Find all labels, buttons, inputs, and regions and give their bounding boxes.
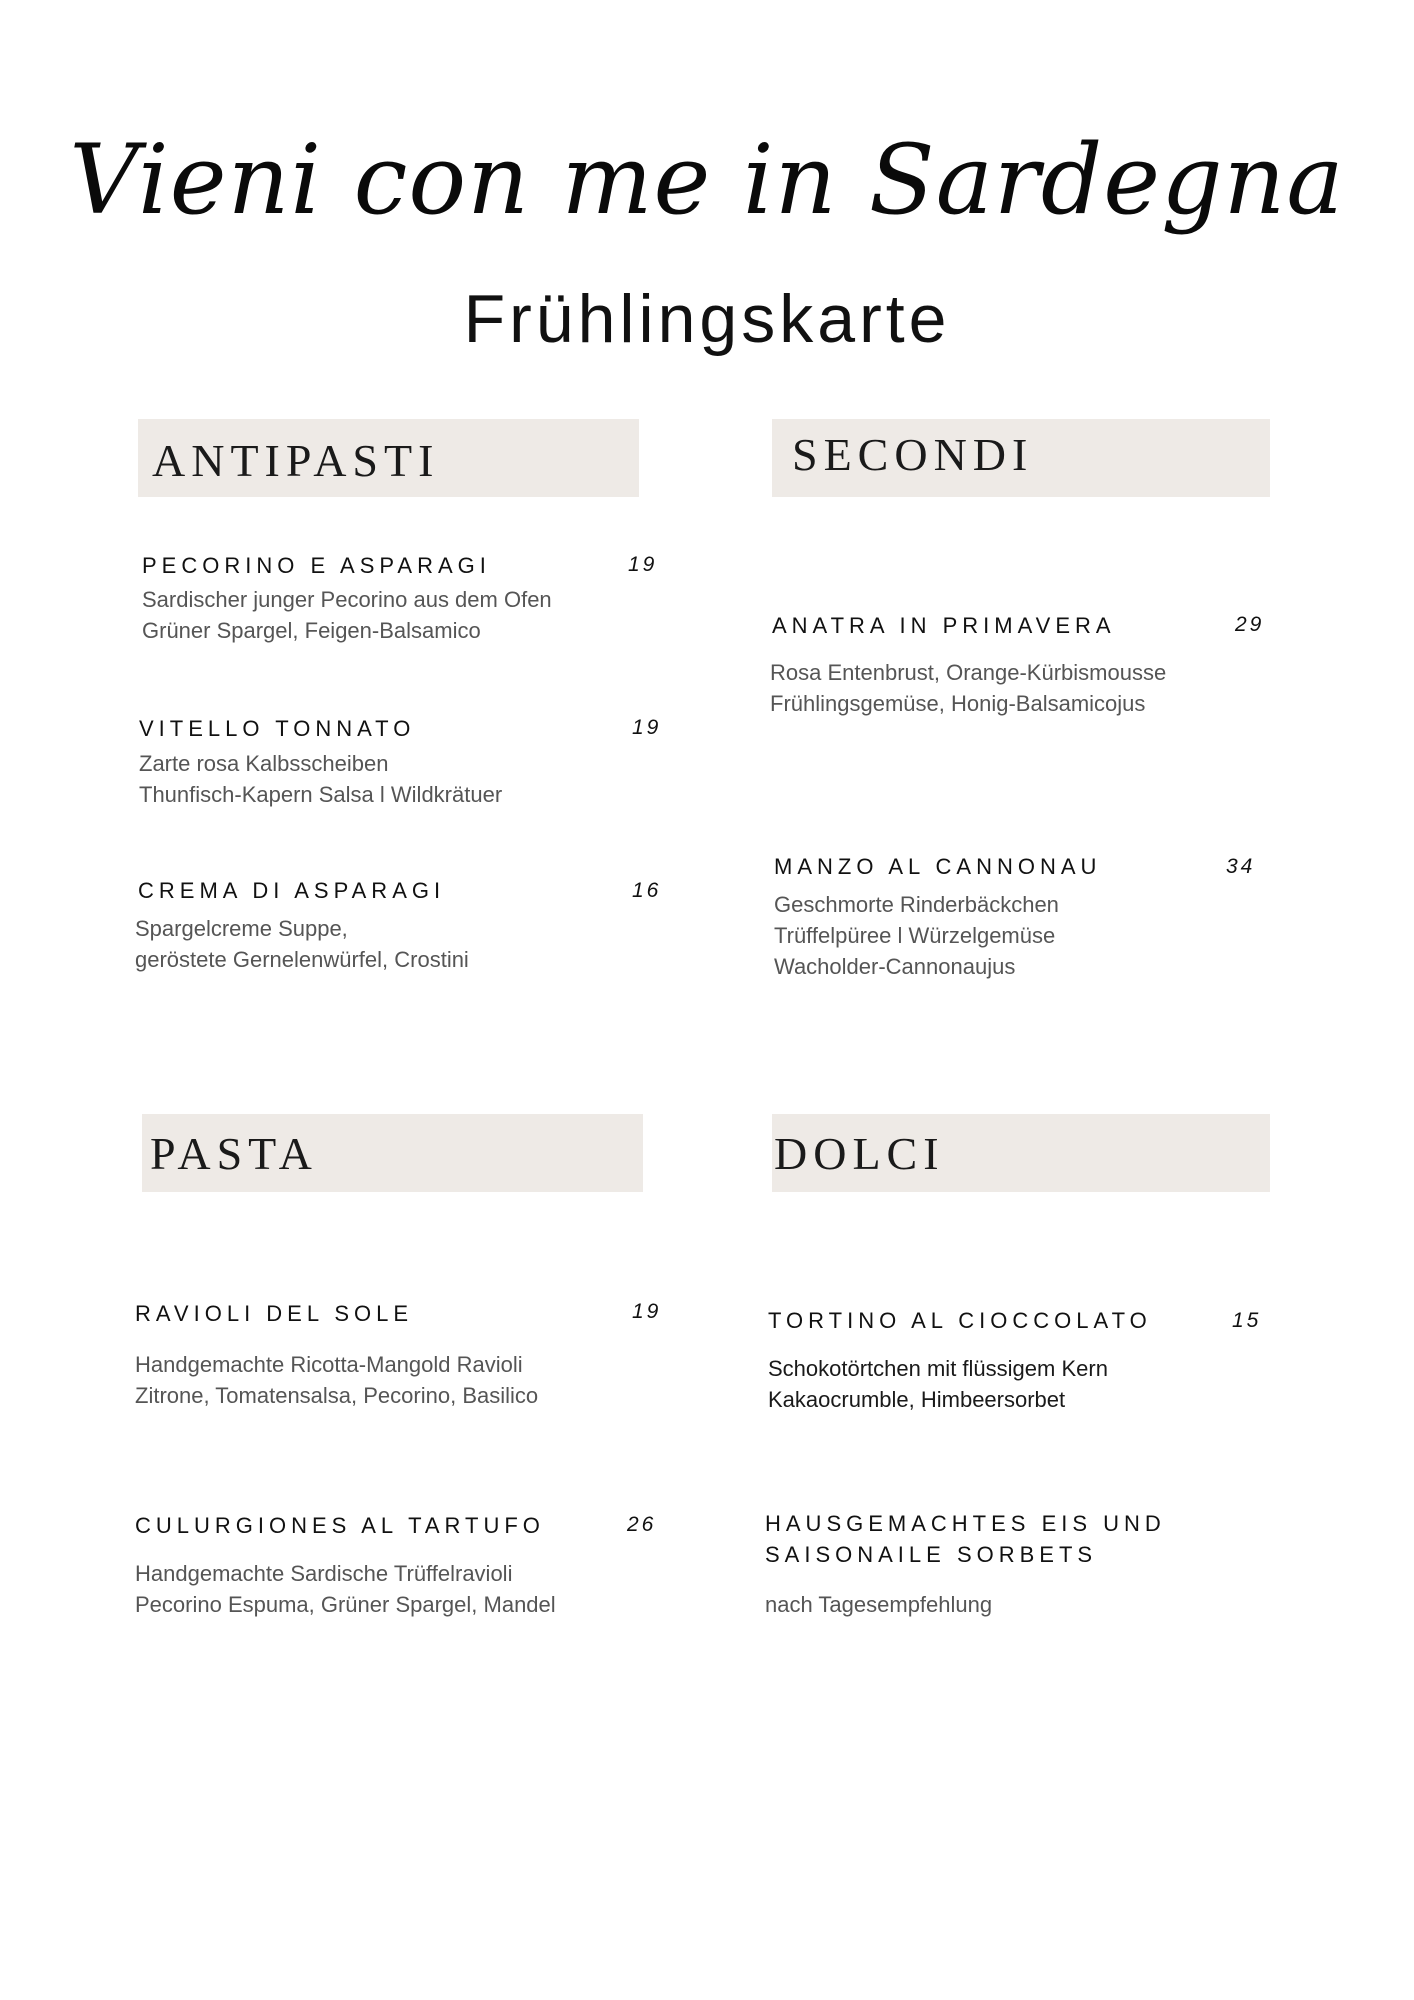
description-line: Grüner Spargel, Feigen-Balsamico (142, 618, 481, 643)
item-name: MANZO AL CANNONAU (774, 854, 1102, 879)
description-line: Trüffelpüree l Würzelgemüse (774, 923, 1056, 948)
section-header-pasta (142, 1114, 643, 1192)
description-line: Handgemachte Sardische Trüffelravioli (135, 1561, 513, 1586)
description-line: Thunfisch-Kapern Salsa l Wildkrätuer (139, 782, 503, 807)
description-line: Sardischer junger Pecorino aus dem Ofen (142, 587, 552, 612)
section-title: PASTA (150, 1128, 318, 1179)
item-description (770, 657, 1166, 719)
item-description (774, 889, 1059, 982)
item-name: RAVIOLI DEL SOLE (135, 1301, 414, 1326)
description-line: Frühlingsgemüse, Honig-Balsamicojus (770, 691, 1146, 716)
description-line: Pecorino Espuma, Grüner Spargel, Mandel (135, 1592, 556, 1617)
item-description (139, 748, 502, 810)
section-title: ANTIPASTI (152, 435, 440, 486)
item-name: HAUSGEMACHTES EIS UND SAISONAILE SORBETS (765, 1511, 1166, 1567)
menu-subtitle: Frühlingskarte (463, 281, 951, 357)
item-name: CREMA DI ASPARAGI (138, 878, 446, 903)
item-price: 19 (628, 553, 658, 576)
section-header-antipasti (138, 419, 639, 497)
item-description (768, 1353, 1108, 1415)
description-line: Wacholder-Cannonaujus (774, 954, 1016, 979)
item-description (135, 913, 469, 975)
item-description (135, 1558, 556, 1620)
item-name: TORTINO AL CIOCCOLATO (768, 1308, 1152, 1333)
description-line: Zitrone, Tomatensalsa, Pecorino, Basilico (135, 1383, 539, 1408)
item-price: 15 (1232, 1309, 1262, 1332)
item-name: VITELLO TONNATO (139, 716, 416, 741)
description-line: Kakaocrumble, Himbeersorbet (768, 1387, 1066, 1412)
item-name: PECORINO E ASPARAGI (142, 553, 491, 578)
description-line: Schokotörtchen mit flüssigem Kern (768, 1356, 1108, 1381)
item-price: 16 (632, 879, 662, 902)
menu-title: Vieni con me in Sardegna (69, 124, 1345, 236)
item-price: 26 (627, 1513, 657, 1536)
item-description (135, 1349, 538, 1411)
description-line: Handgemachte Ricotta-Mangold Ravioli (135, 1352, 523, 1377)
section-header-secondi (772, 419, 1270, 497)
item-price: 19 (632, 716, 662, 739)
description-line: Geschmorte Rinderbäckchen (774, 892, 1059, 917)
item-description (142, 584, 552, 646)
item-name: CULURGIONES AL TARTUFO (135, 1513, 545, 1538)
description-line: Spargelcreme Suppe, (135, 916, 348, 941)
item-price: 34 (1226, 855, 1256, 878)
item-price: 29 (1235, 613, 1265, 636)
description-line: Zarte rosa Kalbsscheiben (139, 751, 389, 776)
section-header-dolci (772, 1114, 1270, 1192)
description-line: nach Tagesempfehlung (765, 1592, 993, 1617)
description-line: geröstete Gernelenwürfel, Crostini (135, 947, 469, 972)
item-name: ANATRA IN PRIMAVERA (772, 613, 1116, 638)
section-title: DOLCI (774, 1128, 945, 1179)
description-line: Rosa Entenbrust, Orange-Kürbismousse (770, 660, 1167, 685)
item-description (765, 1589, 992, 1620)
item-price: 19 (632, 1300, 662, 1323)
section-title: SECONDI (792, 429, 1034, 480)
